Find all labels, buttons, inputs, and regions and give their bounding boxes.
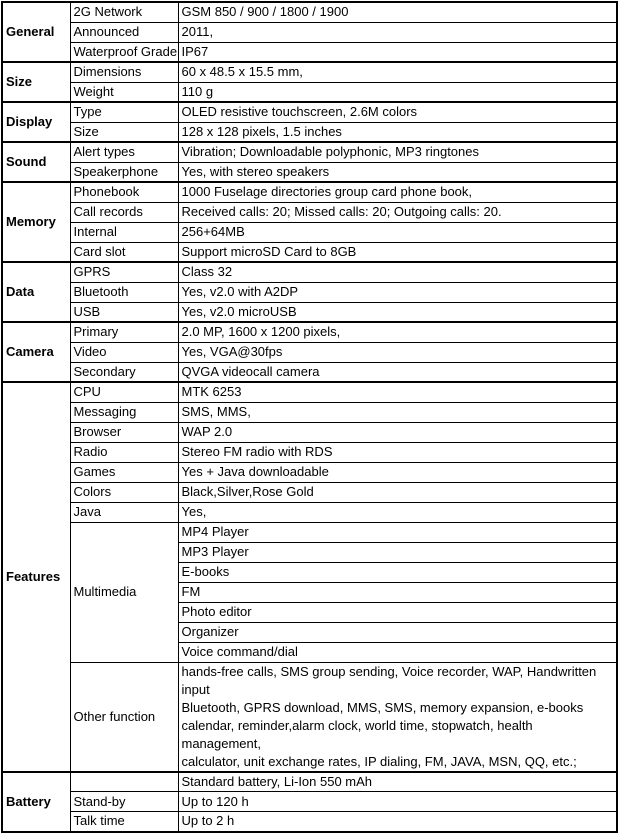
spec-value-cell: QVGA videocall camera — [178, 362, 617, 382]
table-row — [2, 382, 617, 402]
table-row — [2, 242, 617, 262]
spec-label-cell: Messaging — [70, 402, 178, 422]
spec-value-cell-other-function — [178, 662, 617, 772]
spec-value-cell: Voice command/dial — [178, 642, 617, 662]
other-function-line: Bluetooth, GPRS download, MMS, SMS, memory expansion, e-books — [181, 699, 584, 715]
table-row — [2, 82, 617, 102]
table-row — [2, 42, 617, 62]
table-row — [2, 522, 617, 542]
other-function-line: hands-free calls, SMS group sending, Voice recorder, WAP, Handwritten input — [181, 663, 597, 697]
table-row — [2, 2, 617, 22]
table-row — [2, 102, 617, 122]
spec-value-cell: MP3 Player — [178, 542, 617, 562]
spec-value-cell: Yes + Java downloadable — [178, 462, 617, 482]
table-row — [2, 202, 617, 222]
spec-value-cell: 2.0 MP, 1600 x 1200 pixels, — [178, 322, 617, 342]
table-row — [2, 62, 617, 82]
spec-value-cell: SMS, MMS, — [178, 402, 617, 422]
table-row — [2, 262, 617, 282]
spec-value-cell: Up to 2 h — [178, 812, 617, 832]
table-row — [2, 162, 617, 182]
spec-label-cell: Alert types — [70, 142, 178, 162]
table-row — [2, 772, 617, 792]
spec-value-cell: IP67 — [178, 42, 617, 62]
table-row — [2, 422, 617, 442]
spec-label-cell: GPRS — [70, 262, 178, 282]
spec-value-cell: Yes, — [178, 502, 617, 522]
spec-label-cell: Primary — [70, 322, 178, 342]
spec-value-cell: WAP 2.0 — [178, 422, 617, 442]
phone-spec-table — [1, 1, 618, 833]
spec-label-cell: 2G Network — [70, 2, 178, 22]
spec-value-cell: Received calls: 20; Missed calls: 20; Outgoing calls: 20. — [178, 202, 617, 222]
spec-value-cell: MTK 6253 — [178, 382, 617, 402]
spec-label-cell: Browser — [70, 422, 178, 442]
table-row — [2, 402, 617, 422]
spec-label-cell: Games — [70, 462, 178, 482]
table-row — [2, 182, 617, 202]
spec-value-cell: Vibration; Downloadable polyphonic, MP3 ringtones — [178, 142, 617, 162]
spec-value-cell: OLED resistive touchscreen, 2.6M colors — [178, 102, 617, 122]
table-row — [2, 222, 617, 242]
spec-value-cell: Yes, v2.0 with A2DP — [178, 282, 617, 302]
spec-label-cell: Type — [70, 102, 178, 122]
spec-value-cell: 256+64MB — [178, 222, 617, 242]
spec-value-cell: GSM 850 / 900 / 1800 / 1900 — [178, 2, 617, 22]
spec-label-cell-empty — [70, 772, 178, 792]
category-cell-size: Size — [2, 62, 70, 102]
spec-label-cell: Waterproof Grade — [70, 42, 178, 62]
table-row — [2, 362, 617, 382]
table-row — [2, 462, 617, 482]
spec-value-cell: MP4 Player — [178, 522, 617, 542]
spec-value-cell: Standard battery, Li-Ion 550 mAh — [178, 772, 617, 792]
spec-value-cell: Class 32 — [178, 262, 617, 282]
table-row — [2, 482, 617, 502]
spec-label-cell: CPU — [70, 382, 178, 402]
category-cell-data: Data — [2, 262, 70, 322]
category-cell-memory: Memory — [2, 182, 70, 262]
spec-label-cell: Secondary — [70, 362, 178, 382]
table-row — [2, 342, 617, 362]
table-row — [2, 22, 617, 42]
table-row — [2, 122, 617, 142]
other-function-line: calculator, unit exchange rates, IP dialing, FM, JAVA, MSN, QQ, etc.; — [181, 753, 577, 769]
spec-label-cell: Phonebook — [70, 182, 178, 202]
spec-label-cell-other-function: Other function — [70, 662, 178, 772]
spec-value-cell: E-books — [178, 562, 617, 582]
spec-label-cell: Talk time — [70, 812, 178, 832]
spec-value-cell: Yes, with stereo speakers — [178, 162, 617, 182]
spec-value-cell: Organizer — [178, 622, 617, 642]
category-cell-general: General — [2, 2, 70, 62]
spec-value-cell: 2011, — [178, 22, 617, 42]
spec-value-cell: 110 g — [178, 82, 617, 102]
spec-value-cell: Stereo FM radio with RDS — [178, 442, 617, 462]
spec-label-cell: Video — [70, 342, 178, 362]
spec-value-cell: FM — [178, 582, 617, 602]
spec-label-cell: Size — [70, 122, 178, 142]
table-row — [2, 812, 617, 832]
spec-label-cell: Card slot — [70, 242, 178, 262]
spec-value-cell: 60 x 48.5 x 15.5 mm, — [178, 62, 617, 82]
spec-label-cell: Java — [70, 502, 178, 522]
category-cell-camera: Camera — [2, 322, 70, 382]
table-row — [2, 792, 617, 812]
table-row — [2, 502, 617, 522]
category-cell-display: Display — [2, 102, 70, 142]
spec-label-cell: Stand-by — [70, 792, 178, 812]
spec-label-cell: Speakerphone — [70, 162, 178, 182]
table-row — [2, 662, 617, 772]
spec-label-cell: Announced — [70, 22, 178, 42]
table-row — [2, 282, 617, 302]
spec-value-cell: Yes, VGA@30fps — [178, 342, 617, 362]
spec-label-cell: Radio — [70, 442, 178, 462]
category-cell-features: Features — [2, 382, 70, 772]
spec-value-cell: Support microSD Card to 8GB — [178, 242, 617, 262]
spec-value-cell: Yes, v2.0 microUSB — [178, 302, 617, 322]
spec-label-cell: Call records — [70, 202, 178, 222]
other-function-line: calendar, reminder,alarm clock, world time, stopwatch, health management, — [181, 717, 533, 751]
spec-value-cell: Up to 120 h — [178, 792, 617, 812]
spec-label-cell: Internal — [70, 222, 178, 242]
category-cell-battery: Battery — [2, 772, 70, 832]
spec-label-cell: Colors — [70, 482, 178, 502]
spec-label-cell: Bluetooth — [70, 282, 178, 302]
spec-value-cell: 1000 Fuselage directories group card phone book, — [178, 182, 617, 202]
spec-value-cell: Black,Silver,Rose Gold — [178, 482, 617, 502]
category-cell-sound: Sound — [2, 142, 70, 182]
spec-label-cell: Weight — [70, 82, 178, 102]
spec-label-cell: Dimensions — [70, 62, 178, 82]
spec-label-cell: USB — [70, 302, 178, 322]
spec-label-cell-multimedia: Multimedia — [70, 522, 178, 662]
table-row — [2, 142, 617, 162]
table-row — [2, 322, 617, 342]
spec-value-cell: Photo editor — [178, 602, 617, 622]
table-row — [2, 302, 617, 322]
table-row — [2, 442, 617, 462]
spec-value-cell: 128 x 128 pixels, 1.5 inches — [178, 122, 617, 142]
